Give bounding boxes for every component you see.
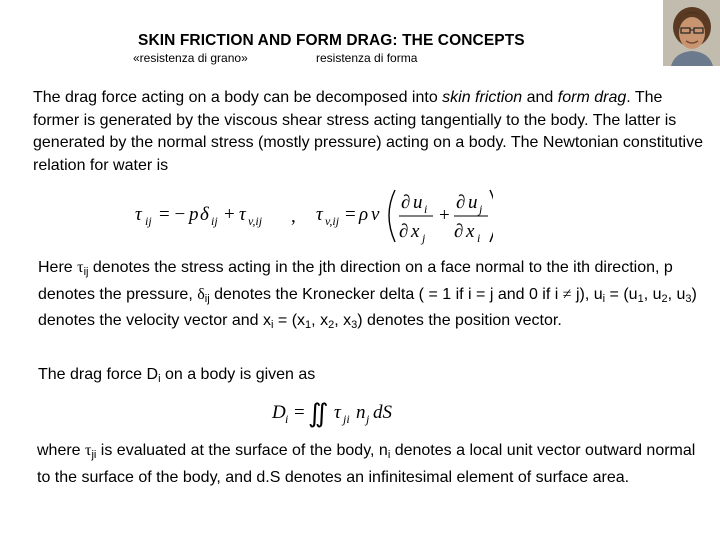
eq-rho: ρ bbox=[359, 204, 369, 225]
eq2-sub-ji: ji bbox=[343, 412, 350, 426]
eq2-double-integral: ∬ bbox=[308, 399, 329, 428]
subtitle-form-drag-italian: resistenza di forma bbox=[316, 51, 418, 65]
eq-tau3: τ bbox=[316, 204, 323, 225]
eq-nu: ν bbox=[371, 204, 380, 225]
eq-partial3: ∂ bbox=[456, 192, 466, 213]
eq-u2: u bbox=[468, 192, 478, 213]
eq-right-paren bbox=[490, 190, 493, 242]
eq-delta: δ bbox=[200, 204, 209, 225]
eq-sub-i2: i bbox=[477, 231, 481, 245]
portrait-photo bbox=[663, 0, 720, 66]
slide-title: SKIN FRICTION AND FORM DRAG: THE CONCEPTS bbox=[138, 32, 525, 49]
paragraph-drag-decomposition: The drag force acting on a body can be decomposed into skin friction and form drag. The former is generated by the viscous shear stress acting tangentially to the body. The latter is generated by the normal stress (mostly pressure) acting on a body. The Newtonian constitutive relation for water is bbox=[33, 89, 703, 174]
eq-u: u bbox=[413, 192, 423, 213]
eq-x: x bbox=[411, 221, 420, 242]
eq-sub-i: i bbox=[424, 202, 428, 216]
subtitle-skin-friction-italian: «resistenza di grano» bbox=[133, 51, 248, 65]
paragraph-drag-force-intro: The drag force $D_i$ on a body is given as bbox=[38, 366, 316, 385]
eq-p: p bbox=[189, 204, 199, 225]
eq-partial2: ∂ bbox=[399, 221, 409, 242]
newtonian-constitutive-equation bbox=[133, 180, 493, 250]
eq-partial1: ∂ bbox=[401, 192, 411, 213]
eq2-D: D bbox=[272, 402, 286, 423]
eq-sub-j2: j bbox=[479, 202, 483, 216]
eq2-tau: τ bbox=[334, 402, 341, 423]
eq-equals-minus: = − bbox=[159, 204, 186, 225]
eq-tau: τ bbox=[135, 204, 142, 225]
eq-sub-ij2: ij bbox=[211, 214, 218, 228]
eq-sub-vij: v,ij bbox=[248, 214, 263, 228]
drag-force-integral-equation bbox=[268, 392, 408, 432]
eq2-equals: = bbox=[294, 402, 305, 423]
eq-equals: = bbox=[345, 204, 356, 225]
eq-sub-ij: ij bbox=[145, 214, 152, 228]
eq-left-paren bbox=[389, 190, 395, 242]
eq-x2: x bbox=[466, 221, 475, 242]
eq2-dS: dS bbox=[373, 402, 392, 423]
eq2-sub-j: j bbox=[366, 412, 370, 426]
eq-plus2: + bbox=[439, 205, 450, 226]
eq-sub-j: j bbox=[422, 231, 426, 245]
eq-partial4: ∂ bbox=[454, 221, 464, 242]
eq-tau2: τ bbox=[239, 204, 246, 225]
eq2-n: n bbox=[356, 402, 366, 423]
paragraph-symbol-definitions: Here $\tau_{ij}$ denotes the stress acting in the jth direction on a face normal to the ith direction, p denotes the pressure, $\delta_{ij}$ denotes the Kronecker delta ( = 1 if i = j and 0 if i ≠ j), $u_i = (u_1$, $u_2$, $u_3$) denotes the velocity vector and $x_i = (x_1$, $x_2$, $x_3$) denotes the position vector. bbox=[38, 259, 697, 331]
eq-sub-vij2: v,ij bbox=[325, 214, 340, 228]
paragraph-surface-definitions: where $\tau_{ji}$ is evaluated at the surface of the body, $n_i$ denotes a local unit vector outward normal to the surface of the body, and d.S denotes an infinitesimal element of surface area. bbox=[37, 442, 696, 486]
eq2-sub-i: i bbox=[285, 412, 289, 426]
eq-comma: , bbox=[291, 206, 296, 227]
eq-plus: + bbox=[224, 204, 235, 225]
